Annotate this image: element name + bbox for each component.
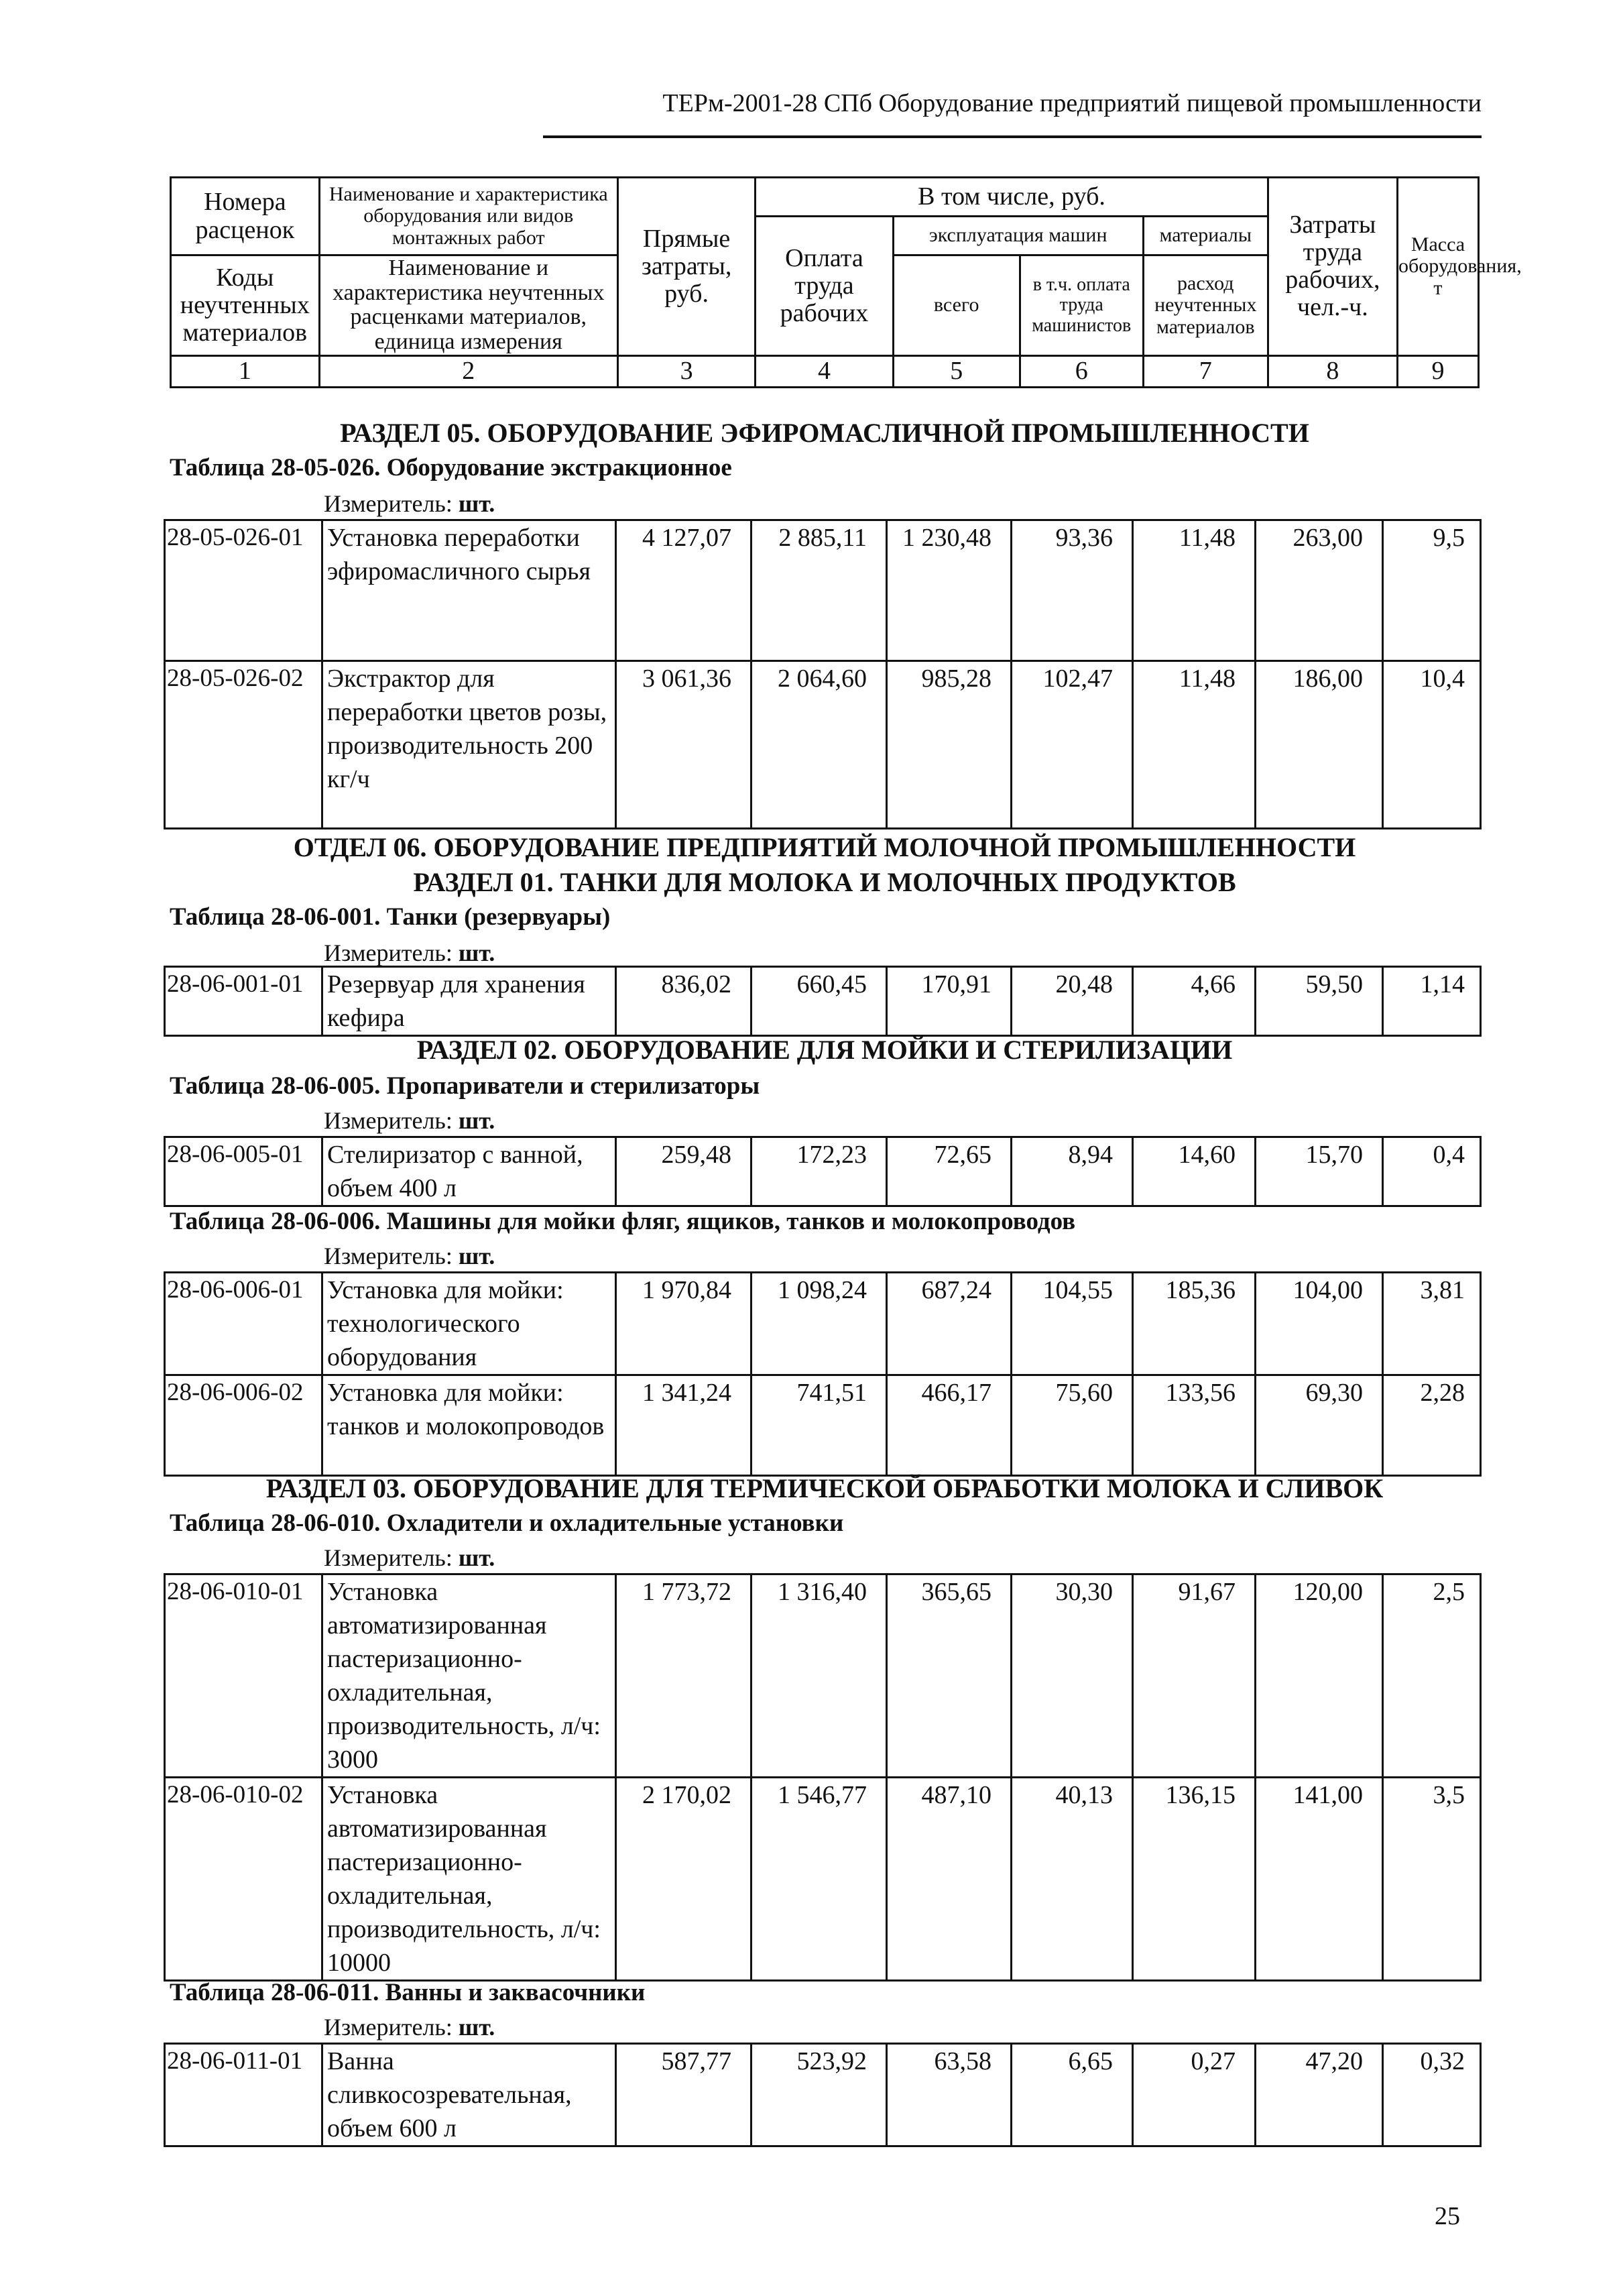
unit-value: шт. [458,1107,495,1134]
column-number: 5 [893,355,1020,387]
header-material-names: Наименование и характеристика неучтенных расценками материалов, единица измерения [319,255,617,356]
header-operator-pay: в т.ч. оплата труда машинистов [1020,255,1143,356]
operator-pay-value: 30,30 [1012,1574,1133,1778]
materials-value: 11,48 [1133,520,1256,661]
worker-pay-value: 1 098,24 [752,1273,887,1375]
rate-code: 28-06-010-01 [165,1574,322,1778]
worker-pay-value: 2 885,11 [752,520,887,661]
unit-measure [324,939,495,967]
direct-costs-value: 1 341,24 [616,1375,752,1476]
operator-pay-value: 8,94 [1012,1137,1133,1206]
table-title: Таблица 28-06-011. Ванны и заквасочники [170,1979,646,2006]
column-number: 1 [171,355,320,387]
header-equipment-name: Наименование и характеристика оборудования или видов монтажных работ [319,178,617,255]
worker-pay-value: 523,92 [752,2044,887,2146]
worker-pay-value: 741,51 [752,1375,887,1476]
unit-label: Измеритель: [324,1243,453,1269]
rate-code: 28-06-010-02 [165,1778,322,1981]
page-number: 25 [1435,2202,1460,2230]
column-number: 6 [1020,355,1143,387]
mass-value: 2,5 [1383,1574,1481,1778]
materials-value: 91,67 [1133,1574,1256,1778]
rate-name: Установка автоматизированная пастеризационно-охладительная, производительность, л/ч: 3000 [322,1574,616,1778]
labor-costs-value: 59,50 [1256,967,1383,1036]
direct-costs-value: 587,77 [616,2044,752,2146]
mass-value: 3,81 [1383,1273,1481,1375]
rate-name: Экстрактор для переработки цветов розы, производительность 200 кг/ч [322,661,616,829]
rate-name: Установка переработки эфиромасличного сырья [322,520,616,661]
unit-value: шт. [458,490,495,517]
direct-costs-value: 259,48 [616,1137,752,1206]
unit-label: Измеритель: [324,939,453,966]
machine-total-value: 487,10 [887,1778,1012,1981]
materials-value: 133,56 [1133,1375,1256,1476]
data-table [164,966,1482,1037]
table-title: Таблица 28-06-001. Танки (резервуары) [170,903,611,931]
section-title: РАЗДЕЛ 02. ОБОРУДОВАНИЕ ДЛЯ МОЙКИ И СТЕРИЛИЗАЦИИ [416,1035,1233,1065]
mass-value: 0,4 [1383,1137,1481,1206]
unit-value: шт. [458,1544,495,1571]
rate-name: Установка для мойки: технологического оборудования [322,1273,616,1375]
operator-pay-value: 75,60 [1012,1375,1133,1476]
rate-name: Установка для мойки: танков и молокопроводов [322,1375,616,1476]
unit-label: Измеритель: [324,490,453,517]
unit-measure [324,1544,495,1572]
labor-costs-value: 15,70 [1256,1137,1383,1206]
department-title: ОТДЕЛ 06. ОБОРУДОВАНИЕ ПРЕДПРИЯТИЙ МОЛОЧНОЙ ПРОМЫШЛЕННОСТИ [293,832,1356,862]
unit-label: Измеритель: [324,2014,453,2041]
unit-measure [324,490,495,518]
column-number: 4 [756,355,893,387]
rate-code: 28-06-005-01 [165,1137,322,1206]
data-table [164,2043,1482,2147]
labor-costs-value: 120,00 [1256,1574,1383,1778]
operator-pay-value: 40,13 [1012,1778,1133,1981]
header-rate-numbers: Номера расценок [171,178,320,255]
mass-value: 10,4 [1383,661,1481,829]
table-row [165,1375,1481,1476]
table-row [165,1574,1481,1778]
table-title: Таблица 28-05-026. Оборудование экстракционное [170,454,732,481]
machine-total-value: 687,24 [887,1273,1012,1375]
section-title: РАЗДЕЛ 03. ОБОРУДОВАНИЕ ДЛЯ ТЕРМИЧЕСКОЙ ОБРАБОТКИ МОЛОКА И СЛИВОК [265,1473,1384,1503]
worker-pay-value: 1 316,40 [752,1574,887,1778]
mass-value: 0,32 [1383,2044,1481,2146]
rate-code: 28-06-001-01 [165,967,322,1036]
header-worker-pay: Оплата труда рабочих [756,217,893,356]
unit-measure [324,1242,495,1270]
materials-value: 14,60 [1133,1137,1256,1206]
rate-code: 28-05-026-02 [165,661,322,829]
header-equipment-mass: Масса оборудования, т [1397,178,1478,356]
materials-value: 11,48 [1133,661,1256,829]
section-title: РАЗДЕЛ 05. ОБОРУДОВАНИЕ ЭФИРОМАСЛИЧНОЙ ПРОМЫШЛЕННОСТИ [340,418,1309,448]
mass-value: 3,5 [1383,1778,1481,1981]
materials-value: 136,15 [1133,1778,1256,1981]
rate-name: Установка автоматизированная пастеризационно-охладительная, производительность, л/ч: 10000 [322,1778,616,1981]
table-row [165,661,1481,829]
header-direct-costs: Прямые затраты, руб. [617,178,755,356]
section-title: РАЗДЕЛ 01. ТАНКИ ДЛЯ МОЛОКА И МОЛОЧНЫХ ПРОДУКТОВ [413,867,1236,897]
rate-name: Резервуар для хранения кефира [322,967,616,1036]
unit-label: Измеритель: [324,1544,453,1571]
labor-costs-value: 141,00 [1256,1778,1383,1981]
machine-total-value: 170,91 [887,967,1012,1036]
direct-costs-value: 1 970,84 [616,1273,752,1375]
table-row [165,1137,1481,1206]
table-row [165,967,1481,1036]
mass-value: 2,28 [1383,1375,1481,1476]
rate-code: 28-05-026-01 [165,520,322,661]
worker-pay-value: 1 546,77 [752,1778,887,1981]
unit-value: шт. [458,939,495,966]
direct-costs-value: 1 773,72 [616,1574,752,1778]
mass-value: 1,14 [1383,967,1481,1036]
column-number: 2 [319,355,617,387]
column-number: 9 [1397,355,1478,387]
unit-measure [324,2013,495,2041]
table-row [165,1273,1481,1375]
rate-code: 28-06-011-01 [165,2044,322,2146]
column-number: 8 [1268,355,1397,387]
table-title: Таблица 28-06-006. Машины для мойки фляг, ящиков, танков и молокопроводов [170,1208,1076,1235]
operator-pay-value: 102,47 [1012,661,1133,829]
labor-costs-value: 47,20 [1256,2044,1383,2146]
machine-total-value: 1 230,48 [887,520,1012,661]
unit-measure [324,1106,495,1135]
labor-costs-value: 186,00 [1256,661,1383,829]
direct-costs-value: 2 170,02 [616,1778,752,1981]
direct-costs-value: 3 061,36 [616,661,752,829]
worker-pay-value: 2 064,60 [752,661,887,829]
labor-costs-value: 69,30 [1256,1375,1383,1476]
data-table [164,1573,1482,1982]
rate-code: 28-06-006-02 [165,1375,322,1476]
operator-pay-value: 20,48 [1012,967,1133,1036]
labor-costs-value: 263,00 [1256,520,1383,661]
data-table [164,519,1482,829]
table-row [165,520,1481,661]
header-rule [543,135,1482,138]
materials-value: 185,36 [1133,1273,1256,1375]
operator-pay-value: 104,55 [1012,1273,1133,1375]
direct-costs-value: 836,02 [616,967,752,1036]
unit-label: Измеритель: [324,1107,453,1134]
table-row [165,2044,1481,2146]
rate-name: Стелиризатор с ванной, объем 400 л [322,1137,616,1206]
machine-total-value: 365,65 [887,1574,1012,1778]
worker-pay-value: 172,23 [752,1137,887,1206]
column-header-table [170,176,1522,388]
header-labor-costs: Затраты труда рабочих, чел.-ч. [1268,178,1397,356]
header-including: В том числе, руб. [756,178,1268,217]
header-unaccounted-materials: расход неучтенных материалов [1143,255,1268,356]
operator-pay-value: 6,65 [1012,2044,1133,2146]
machine-total-value: 63,58 [887,2044,1012,2146]
rate-name: Ванна сливкосозревательная, объем 600 л [322,2044,616,2146]
direct-costs-value: 4 127,07 [616,520,752,661]
column-number: 7 [1143,355,1268,387]
operator-pay-value: 93,36 [1012,520,1133,661]
header-machine-total: всего [893,255,1020,356]
document-header: ТЕРм-2001-28 СПб Оборудование предприятий пищевой промышленности [662,89,1482,117]
unit-value: шт. [458,2014,495,2041]
machine-total-value: 466,17 [887,1375,1012,1476]
column-number: 3 [617,355,755,387]
rate-code: 28-06-006-01 [165,1273,322,1375]
table-row [165,1778,1481,1981]
data-table [164,1136,1482,1207]
data-table [164,1271,1482,1477]
unit-value: шт. [458,1243,495,1269]
table-title: Таблица 28-06-010. Охладители и охладительные установки [170,1509,844,1537]
header-machine-operation: эксплуатация машин [893,217,1143,255]
labor-costs-value: 104,00 [1256,1273,1383,1375]
machine-total-value: 985,28 [887,661,1012,829]
mass-value: 9,5 [1383,520,1481,661]
table-title: Таблица 28-06-005. Пропариватели и стерилизаторы [170,1072,760,1100]
machine-total-value: 72,65 [887,1137,1012,1206]
materials-value: 4,66 [1133,967,1256,1036]
header-material-codes: Коды неучтенных материалов [171,255,320,356]
header-materials: материалы [1143,217,1268,255]
materials-value: 0,27 [1133,2044,1256,2146]
worker-pay-value: 660,45 [752,967,887,1036]
